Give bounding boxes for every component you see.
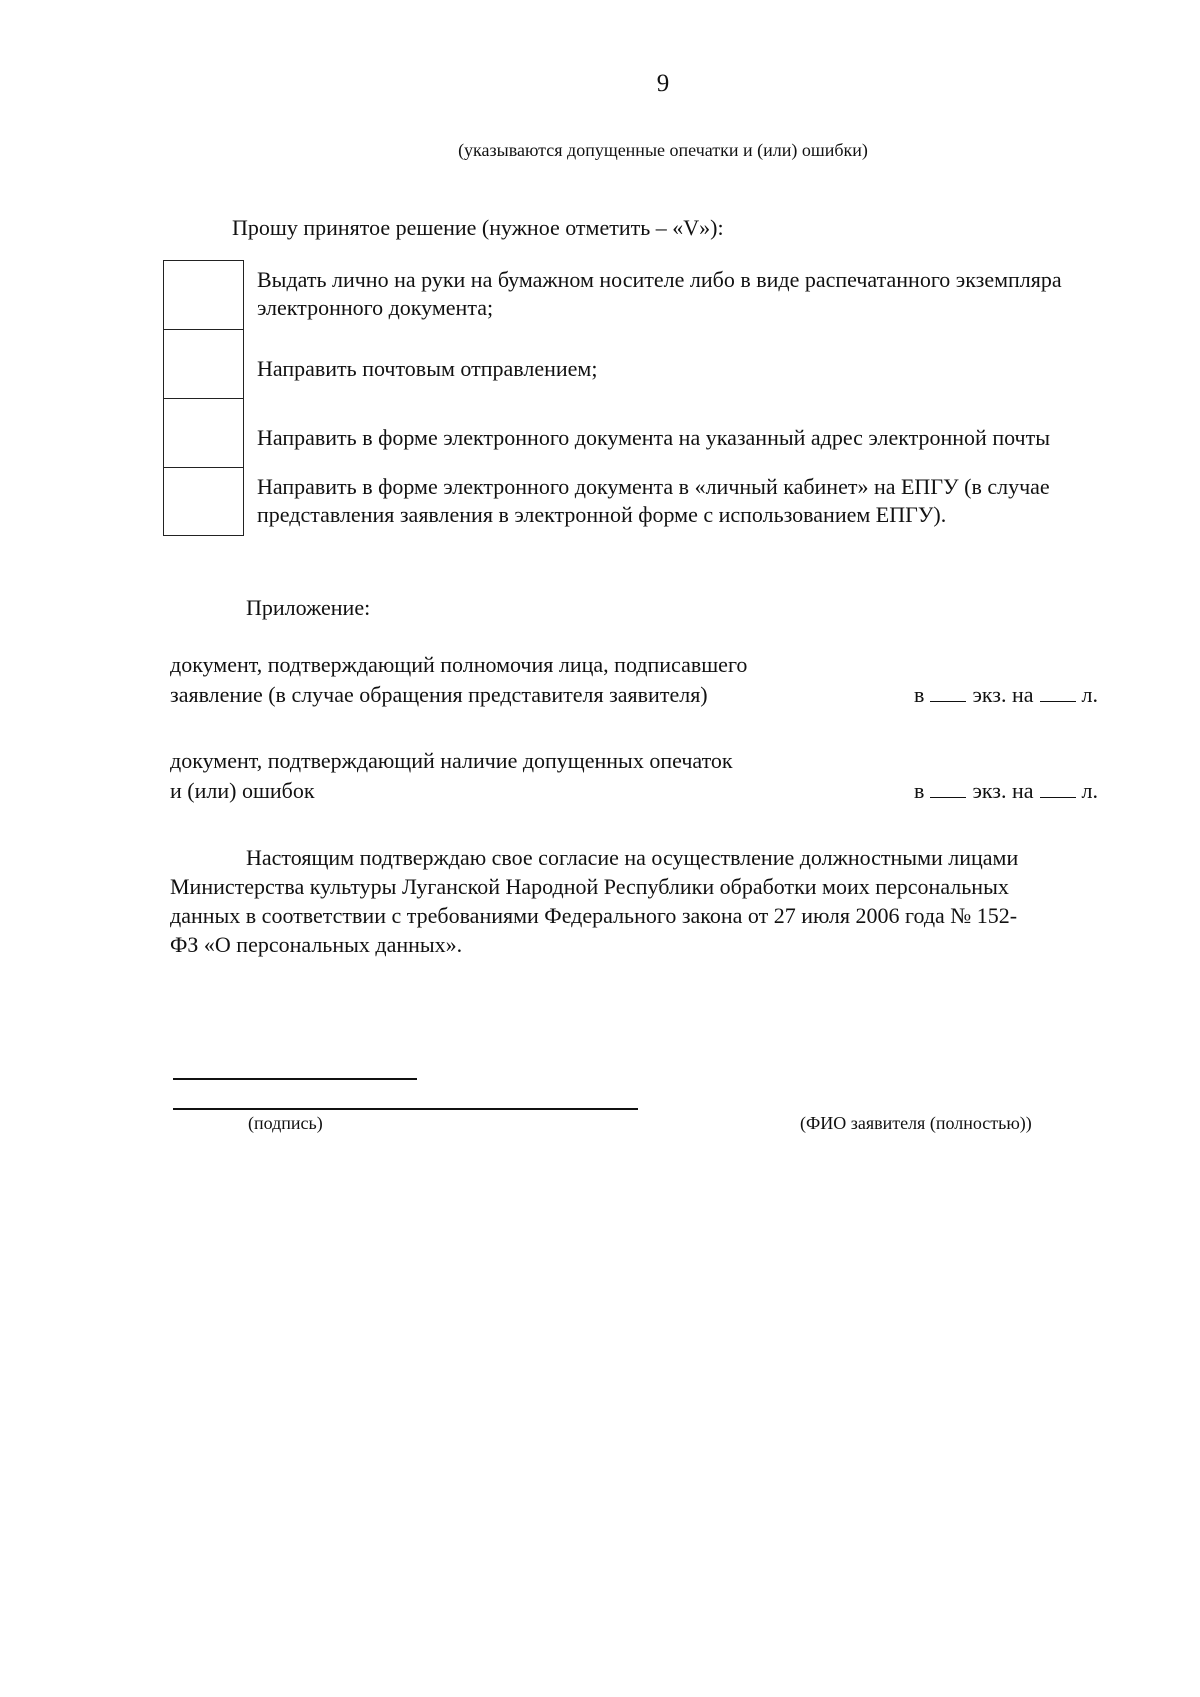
option-label: Направить почтовым отправлением; — [257, 356, 598, 381]
errors-hint: (указываются допущенные опечатки и (или) ошибки) — [458, 140, 868, 160]
option-row — [163, 260, 1163, 329]
option-row — [163, 329, 1163, 398]
option-checkbox-in-person[interactable] — [163, 260, 244, 329]
option-label: Выдать лично на руки на бумажном носителе либо в виде распечатанного экземпляра электронного документа; — [257, 267, 1062, 320]
option-checkbox-mail[interactable] — [163, 329, 244, 398]
option-row — [163, 467, 1163, 536]
attachments-title: Приложение: — [246, 595, 371, 620]
fio-label: (ФИО заявителя (полностью)) — [800, 1113, 1032, 1133]
attachment-description: документ, подтверждающий полномочия лица, подписавшего заявление (в случае обращения представителя заявителя) — [170, 652, 748, 707]
copies-count-blank[interactable] — [930, 775, 966, 798]
option-row — [163, 398, 1163, 467]
signature-line[interactable] — [173, 1078, 417, 1080]
option-checkbox-epgu[interactable] — [163, 467, 244, 536]
fio-line[interactable] — [173, 1108, 638, 1110]
attachment-item — [170, 746, 1130, 806]
attachment-description: документ, подтверждающий наличие допущенных опечаток и (или) ошибок — [170, 748, 733, 803]
copies-count-blank[interactable] — [930, 679, 966, 702]
option-label: Направить в форме электронного документа на указанный адрес электронной почты — [257, 425, 1050, 450]
sheets-count-blank[interactable] — [1040, 775, 1076, 798]
delivery-options — [163, 260, 1163, 536]
sheets-count-blank[interactable] — [1040, 679, 1076, 702]
attachment-copies: в экз. на л. — [914, 775, 1098, 806]
attachment-item — [170, 650, 1130, 710]
option-checkbox-email[interactable] — [163, 398, 244, 467]
page-number: 9 — [656, 70, 670, 97]
request-text: Прошу принятое решение (нужное отметить – «V»): — [232, 215, 724, 240]
signature-label: (подпись) — [248, 1113, 323, 1133]
consent-paragraph: Настоящим подтверждаю свое согласие на осуществление должностными лицами Министерства культуры Луганской Народной Республики обработки моих персональных данных в соответствии с требованиями Федерального закона от 27 июля 2006 года № 152- ФЗ «О персональных данных». — [170, 845, 1019, 957]
option-label: Направить в форме электронного документа в «личный кабинет» на ЕПГУ (в случае представления заявления в электронной форме с использованием ЕПГУ). — [257, 474, 1050, 527]
attachment-copies: в экз. на л. — [914, 679, 1098, 710]
